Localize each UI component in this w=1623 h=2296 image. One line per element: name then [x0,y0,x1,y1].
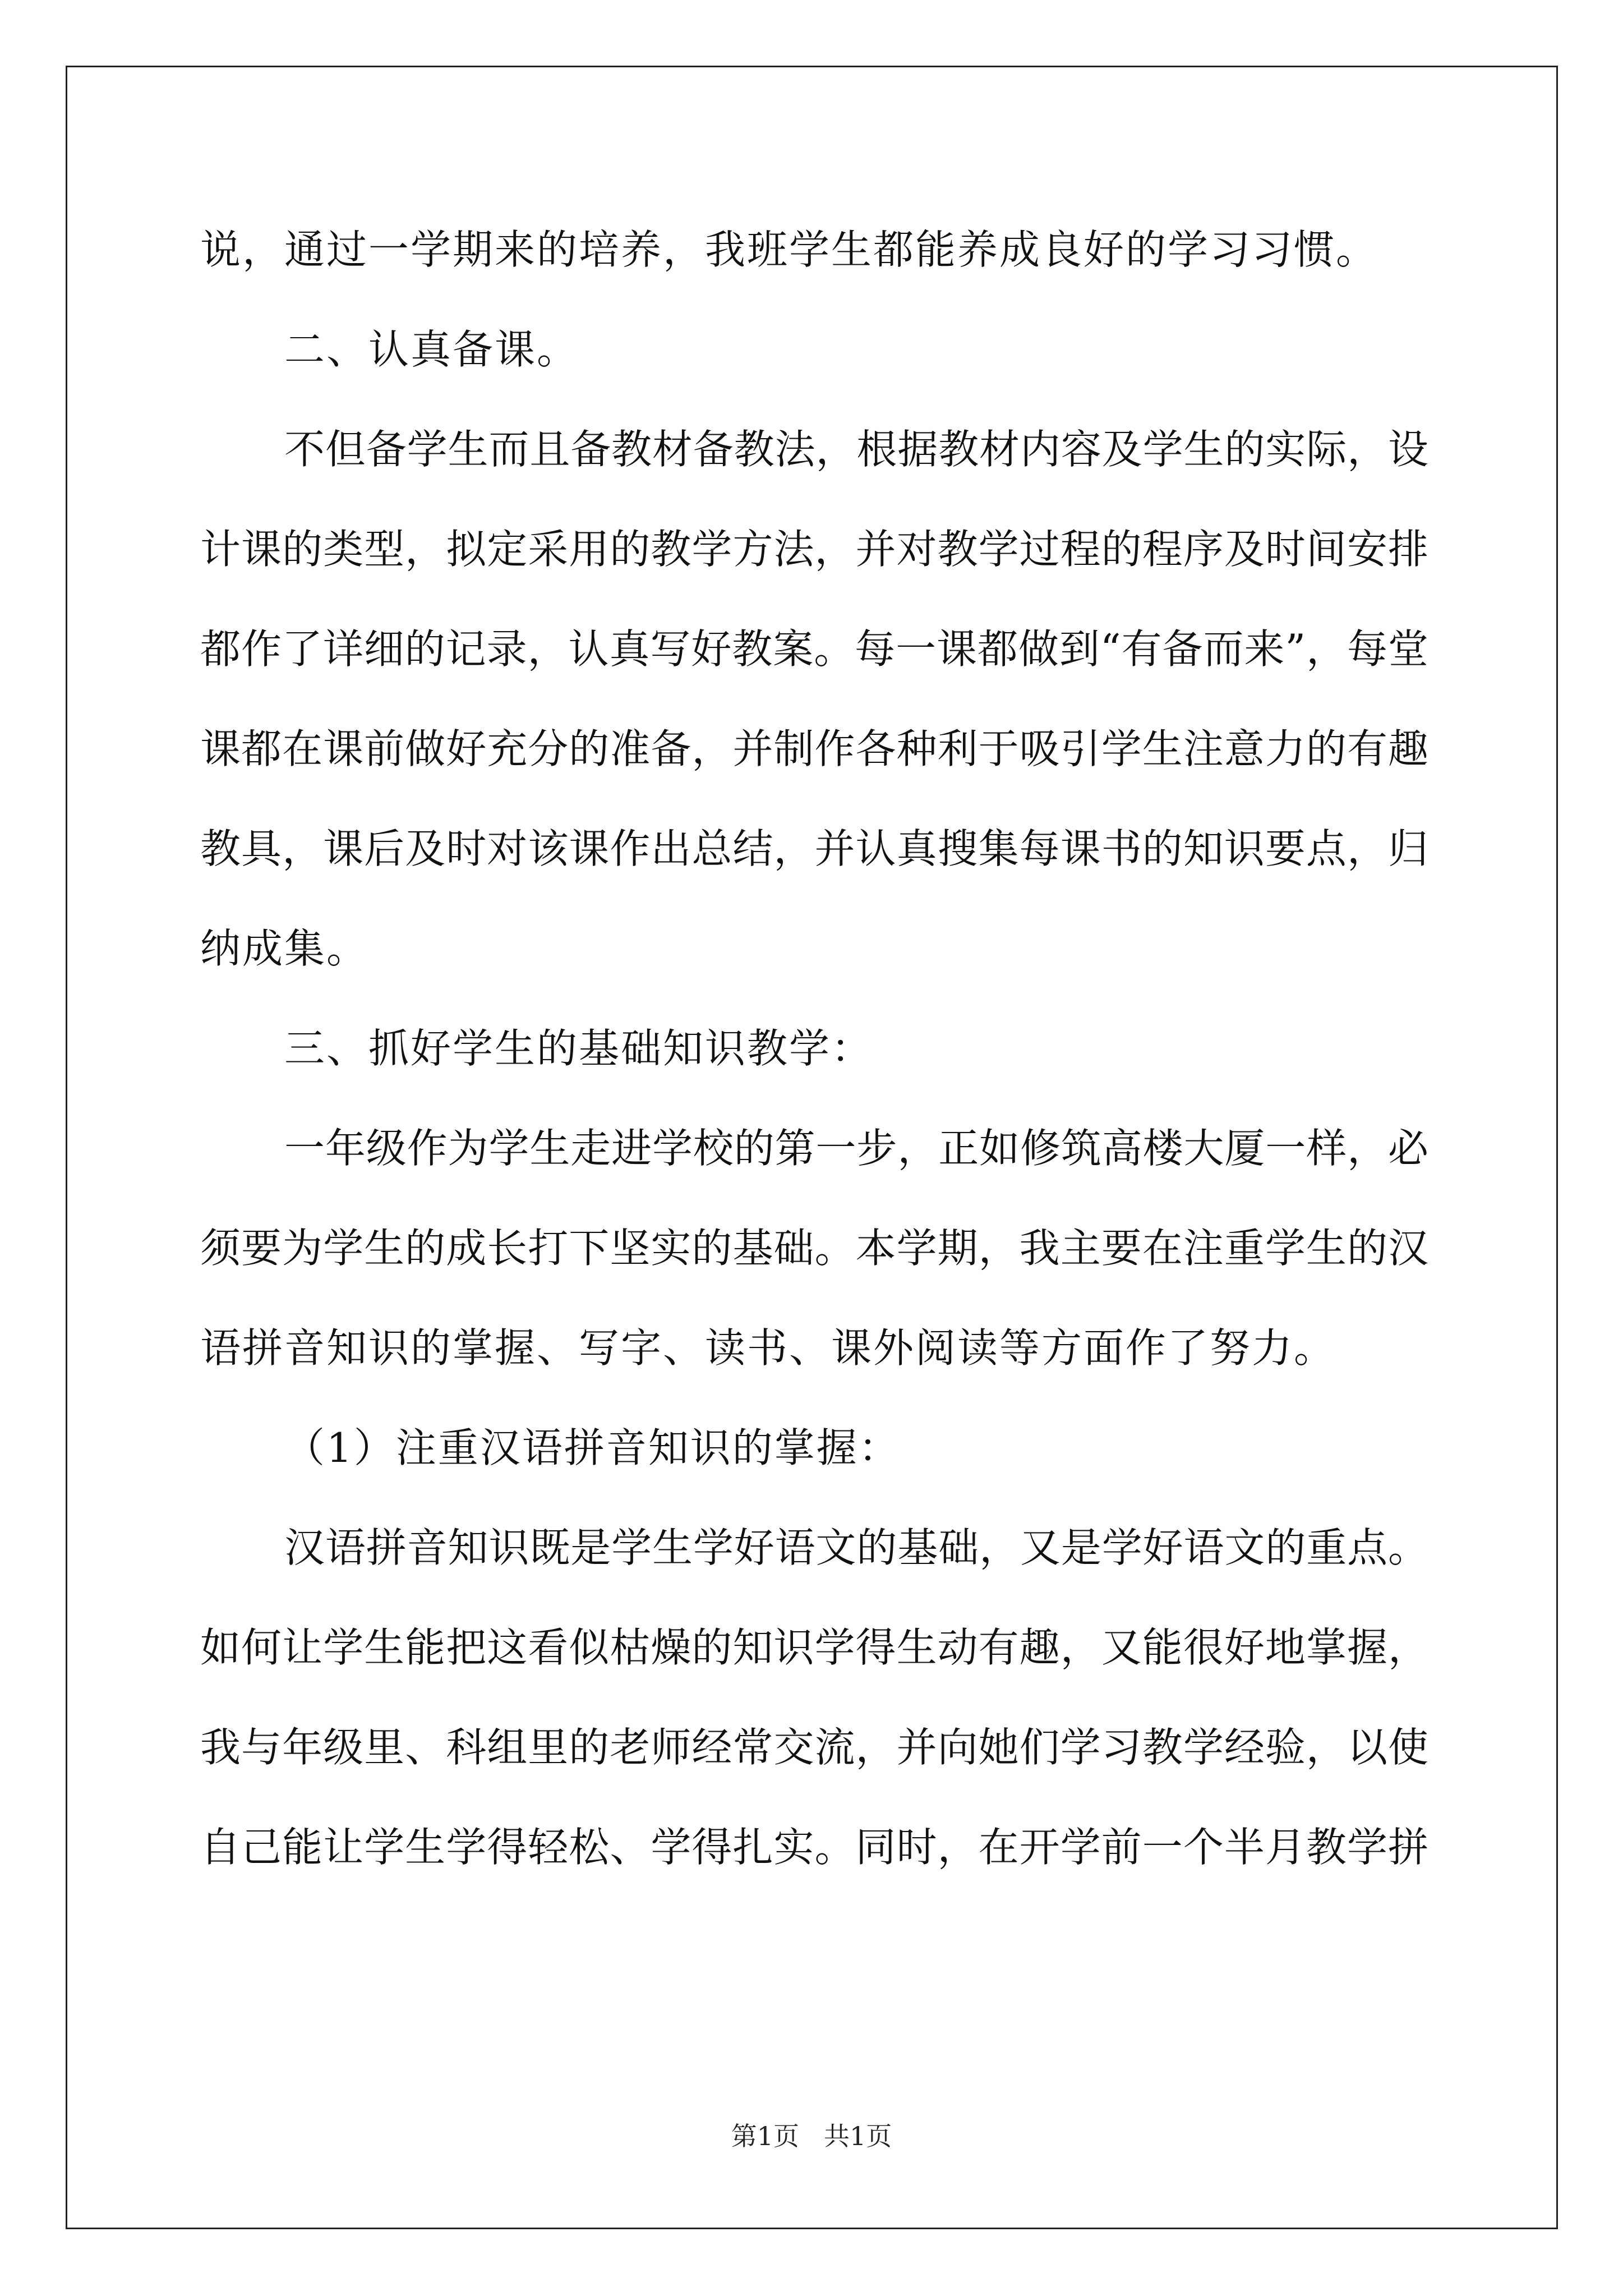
text-line: 语拼音知识的掌握、写字、读书、课外阅读等方面作了努力。 [200,1324,1336,1372]
text-line: 教具，课后及时对该课作出总结，并认真搜集每课书的知识要点，归 [200,825,1428,872]
section-heading: 三、抓好学生的基础知识教学： [284,1025,874,1072]
text-line: 不但备学生而且备教材备教法，根据教材内容及学生的实际，设 [284,426,1428,473]
text-line: 须要为学生的成长打下坚实的基础。本学期，我主要在注重学生的汉 [200,1225,1428,1272]
page-total: 共1页 [823,2121,892,2151]
text-line: 课都在课前做好充分的准备，并制作各种利于吸引学生注意力的有趣 [200,725,1428,772]
subsection-heading: （1）注重汉语拼音知识的掌握： [284,1424,901,1471]
section-heading: 二、认真备课。 [284,326,579,373]
text-line: 我与年级里、科组里的老师经常交流，并向她们学习教学经验，以使 [200,1724,1428,1771]
text-line: 汉语拼音知识既是学生学好语文的基础，又是学好语文的重点。 [284,1524,1428,1571]
footer-spacer [799,2121,824,2151]
page-number: 第1页 [731,2121,800,2151]
text-line: 都作了详细的记录，认真写好教案。每一课都做到“有备而来”，每堂 [200,625,1428,673]
text-line: 说，通过一学期来的培养，我班学生都能养成良好的学习习惯。 [200,226,1378,273]
text-line: 自己能让学生学得轻松、学得扎实。同时，在开学前一个半月教学拼 [200,1824,1428,1871]
text-line: 一年级作为学生走进学校的第一步，正如修筑高楼大厦一样，必 [284,1125,1428,1172]
text-line: 如何让学生能把这看似枯燥的知识学得生动有趣，又能很好地掌握， [200,1624,1428,1671]
text-line: 纳成集。 [200,925,369,972]
text-line: 计课的类型，拟定采用的教学方法，并对教学过程的程序及时间安排 [200,526,1428,573]
page-footer [0,2119,1623,2153]
